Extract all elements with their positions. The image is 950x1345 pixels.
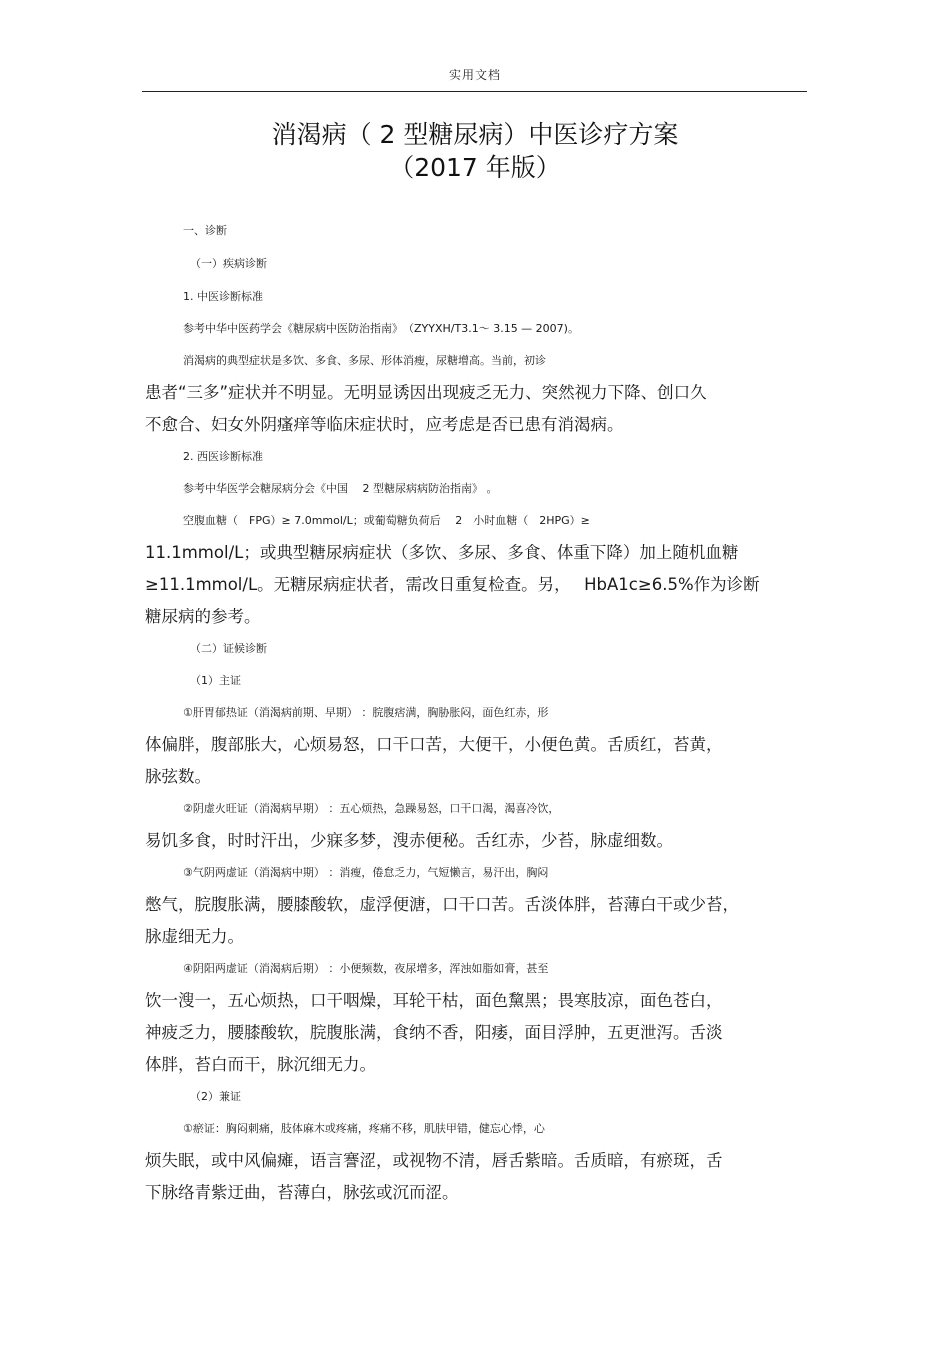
paragraph-line: 饮一溲一，五心烦热，口干咽燥，耳轮干枯，面色黧黑；畏寒肢凉，面色苍白， — [145, 991, 723, 1010]
subsection-heading: （二）证候诊断 — [190, 642, 267, 655]
paragraph-line: 憋气，脘腹胀满，腰膝酸软，虚浮便溏，口干口苦。舌淡体胖，苔薄白干或少苔， — [145, 895, 739, 914]
paragraph-line: 空腹血糖（ FPG）≥ 7.0mmol/L；或葡萄糖负荷后 2 小时血糖（ 2HPG）≥ — [183, 514, 590, 527]
subsection-heading: （一）疾病诊断 — [190, 257, 267, 270]
paragraph-line: 参考中华医学会糖尿病分会《中国 2 型糖尿病病防治指南》 。 — [183, 482, 498, 495]
paragraph-line: 神疲乏力，腰膝酸软，脘腹胀满，食纳不香，阳痿，面目浮肿，五更泄泻。舌淡 — [145, 1023, 723, 1042]
paragraph-line: ②阴虚火旺证（消渴病早期） ：五心烦热，急躁易怒，口干口渴，渴喜冷饮， — [183, 802, 560, 815]
paragraph-line: 不愈合、妇女外阴瘙痒等临床症状时，应考虑是否已患有消渴病。 — [145, 415, 624, 434]
paragraph-line: ④阴阳两虚证（消渴病后期） ：小便频数，夜尿增多，浑浊如脂如膏，甚至 — [183, 962, 549, 975]
paragraph-line: ①瘀证：胸闷刺痛，肢体麻木或疼痛，疼痛不移，肌肤甲错，健忘心悸，心 — [183, 1122, 545, 1135]
paragraph-line: 患者“三多”症状并不明显。无明显诱因出现疲乏无力、突然视力下降、创口久 — [145, 383, 707, 402]
header-rule — [142, 91, 807, 92]
paragraph-line: 参考中华中医药学会《糖尿病中医防治指南》 （ZYYXH/T3.1～ 3.15 — 2007)。 — [183, 322, 579, 335]
paragraph-line: 下脉络青紫迂曲，苔薄白，脉弦或沉而涩。 — [145, 1183, 459, 1202]
paragraph-line: ①肝胃郁热证（消渴病前期、早期） ：脘腹痞满，胸胁胀闷，面色红赤，形 — [183, 706, 549, 719]
paragraph-line: ≥11.1mmol/L。无糖尿病症状者，需改日重复检查。另， HbA1c≥6.5%作为诊断 — [145, 575, 760, 594]
item-heading: （1）主证 — [190, 674, 241, 687]
paragraph-line: 易饥多食，时时汗出，少寐多梦，溲赤便秘。舌红赤，少苔，脉虚细数。 — [145, 831, 673, 850]
paragraph-line: 消渴病的典型症状是多饮、多食、多尿、形体消瘦，尿糖增高。当前，初诊 — [183, 354, 546, 367]
document-subtitle: （2017 年版） — [389, 153, 561, 182]
paragraph-line: 烦失眠，或中风偏瘫，语言謇涩，或视物不清，唇舌紫暗。舌质暗，有瘀斑，舌 — [145, 1151, 723, 1170]
paragraph-line: 脉虚细无力。 — [145, 927, 244, 946]
paragraph-line: 体偏胖，腹部胀大，心烦易怒，口干口苦，大便干，小便色黄。舌质红，苔黄， — [145, 735, 723, 754]
paragraph-line: ③气阴两虚证（消渴病中期） ：消瘦，倦怠乏力，气短懒言，易汗出，胸闷 — [183, 866, 549, 879]
item-heading: （2）兼证 — [190, 1090, 241, 1103]
paragraph-line: 体胖，苔白而干，脉沉细无力。 — [145, 1055, 376, 1074]
item-heading: 2. 西医诊断标准 — [183, 450, 263, 463]
paragraph-line: 糖尿病的参考。 — [145, 607, 261, 626]
section-heading: 一、诊断 — [183, 224, 227, 237]
running-header: 实用文档 — [448, 68, 501, 82]
paragraph-line: 11.1mmol/L；或典型糖尿病症状（多饮、多尿、多食、体重下降）加上随机血糖 — [145, 543, 739, 562]
item-heading: 1. 中医诊断标准 — [183, 290, 263, 303]
paragraph-line: 脉弦数。 — [145, 767, 211, 786]
document-title: 消渴病（ 2 型糖尿病）中医诊疗方案 — [271, 120, 679, 149]
